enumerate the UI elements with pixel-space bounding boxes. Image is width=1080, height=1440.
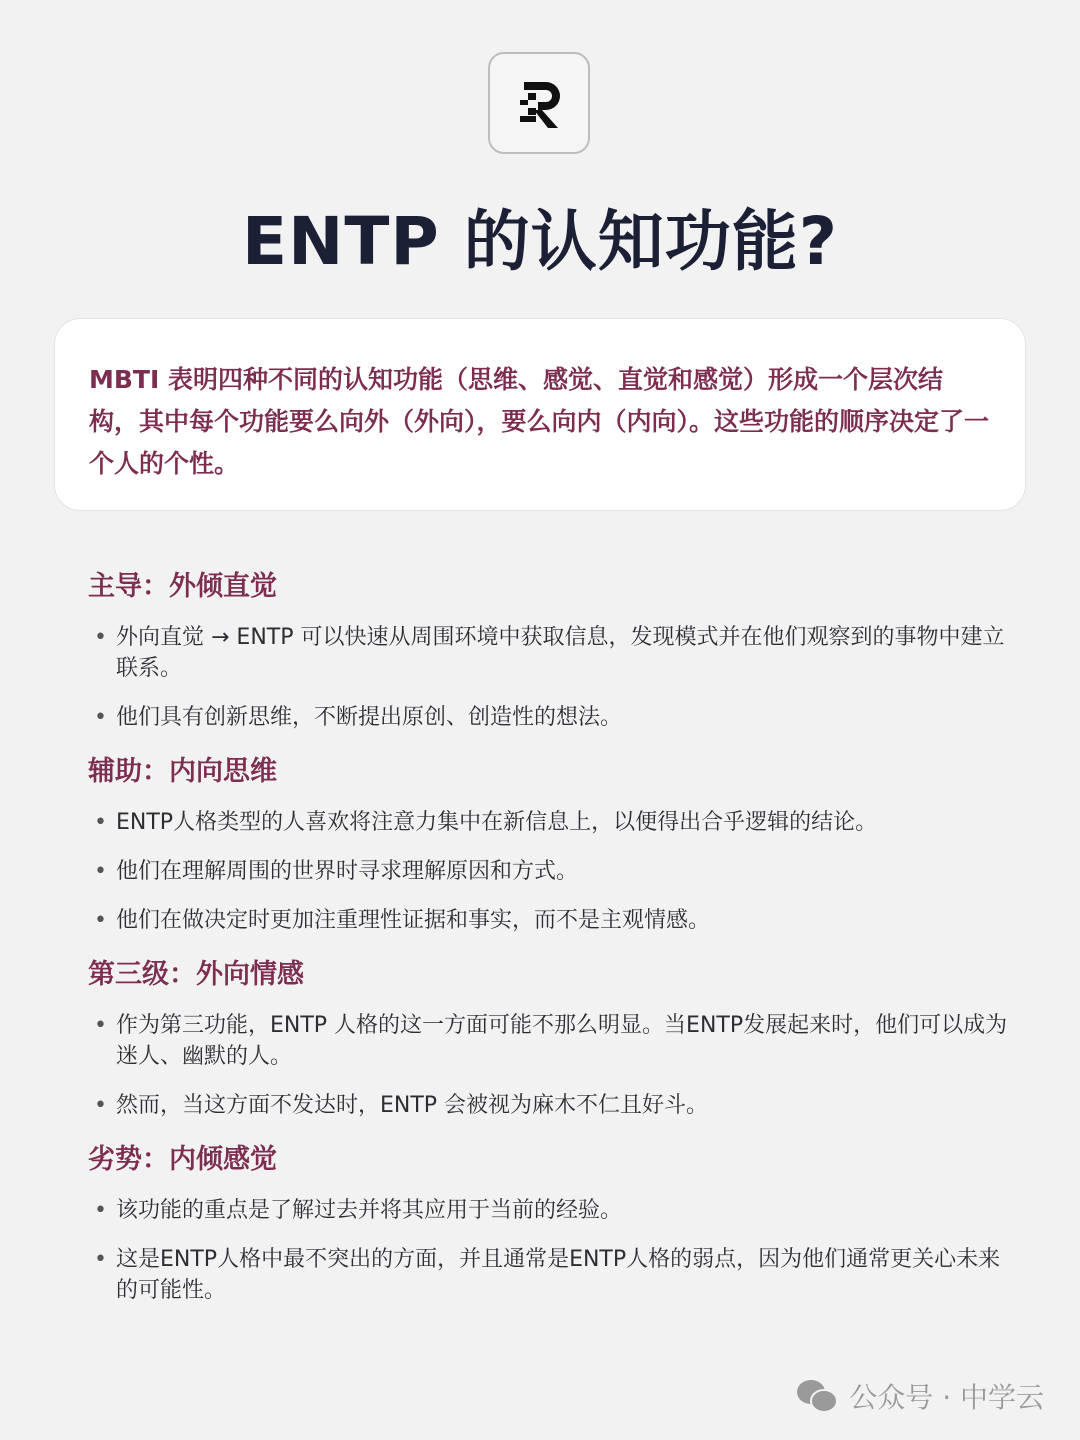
section-heading: 第三级：外向情感 [88, 959, 304, 990]
r-logo-icon [514, 78, 568, 132]
bullet-icon: • [94, 1093, 107, 1118]
intro-card [54, 318, 1026, 511]
page-title: ENTP 的认知功能? [242, 203, 838, 280]
list-item [88, 905, 1008, 936]
wechat-icon [795, 1378, 839, 1414]
bullet-list [88, 807, 1008, 936]
bullet-text: 他们在做决定时更加注重理性证据和事实，而不是主观情感。 [116, 908, 711, 933]
list-item [88, 1010, 1008, 1072]
sections [88, 566, 1008, 1324]
bullet-icon: • [94, 1247, 107, 1272]
bullet-text: ENTP人格类型的人喜欢将注意力集中在新信息上，以便得出合乎逻辑的结论。 [116, 810, 878, 835]
list-item [88, 807, 1008, 838]
list-item [88, 1244, 1008, 1306]
bullet-icon: • [94, 908, 107, 933]
bullet-text: 外向直觉 → ENTP 可以快速从周围环境中获取信息，发现模式并在他们观察到的事物中建立联系。 [116, 625, 1005, 681]
list-item [88, 1195, 1008, 1226]
bullet-icon: • [94, 1198, 107, 1223]
list-item [88, 622, 1008, 684]
list-item [88, 702, 1008, 733]
bullet-list [88, 1195, 1008, 1306]
section-heading: 主导：外倾直觉 [88, 571, 277, 602]
bullet-list [88, 622, 1008, 733]
bullet-icon: • [94, 625, 107, 650]
footer-text: 公众号 · 中学云 [849, 1381, 1044, 1414]
bullet-icon: • [94, 859, 107, 884]
bullet-icon: • [94, 705, 107, 730]
bullet-text: 然而，当这方面不发达时，ENTP 会被视为麻木不仁且好斗。 [116, 1093, 709, 1118]
bullet-list [88, 1010, 1008, 1121]
intro-text: MBTI 表明四种不同的认知功能（思维、感觉、直觉和感觉）形成一个层次结构，其中每个功能要么向外（外向），要么向内（内向）。这些功能的顺序决定了一个人的个性。 [89, 365, 990, 478]
section-heading: 辅助：内向思维 [88, 756, 277, 787]
bullet-icon: • [94, 810, 107, 835]
list-item [88, 1090, 1008, 1121]
bullet-text: 该功能的重点是了解过去并将其应用于当前的经验。 [116, 1198, 623, 1223]
bullet-text: 作为第三功能，ENTP 人格的这一方面可能不那么明显。当ENTP发展起来时，他们可以成为迷人、幽默的人。 [116, 1013, 1008, 1069]
bullet-text: 这是ENTP人格中最不突出的方面，并且通常是ENTP人格的弱点，因为他们通常更关心未来的可能性。 [116, 1247, 1001, 1303]
bullet-icon: • [94, 1013, 107, 1038]
list-item [88, 856, 1008, 887]
bullet-text: 他们在理解周围的世界时寻求理解原因和方式。 [116, 859, 579, 884]
section-heading: 劣势：内倾感觉 [88, 1144, 277, 1175]
footer [795, 1376, 1044, 1416]
bullet-text: 他们具有创新思维，不断提出原创、创造性的想法。 [116, 705, 623, 730]
logo [488, 52, 590, 154]
